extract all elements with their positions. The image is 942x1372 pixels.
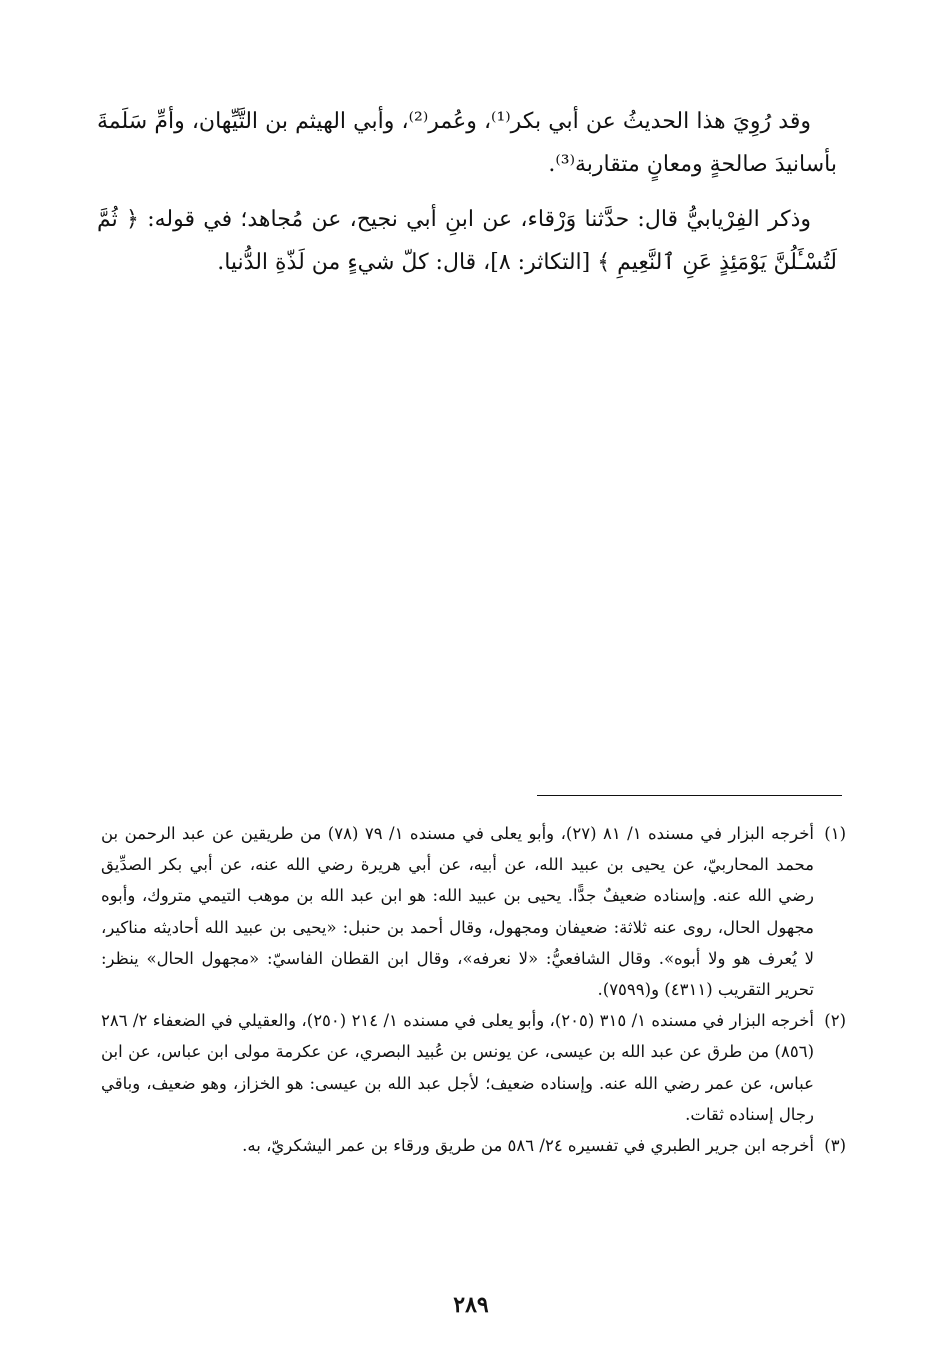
footnote-3	[101, 1130, 846, 1161]
footnote-number: (١)	[824, 824, 846, 843]
page-number: ٢٨٩	[453, 1292, 489, 1318]
footnote-1	[101, 818, 846, 1005]
footnotes	[101, 818, 846, 1161]
paragraph-1: وقد رُوِيَ هذا الحديثُ عن أبي بكر⁽¹⁾، وعُمر⁽²⁾، وأبي الهيثم بن التَّيِّهان، وأمِّ سَلَمةَ بأسانيدَ صالحةٍ ومعانٍ متقاربة⁽³⁾.	[97, 109, 837, 177]
footnote-number: (٣)	[824, 1136, 846, 1156]
footnote-number: (٢)	[824, 1011, 846, 1031]
footnote-text: أخرجه ابن جرير الطبري في تفسيره ٢٤/ ٥٨٦ من طريق ورقاء بن عمر اليشكريّ، به.	[242, 1136, 814, 1156]
footnote-text: أخرجه البزار في مسنده ١/ ٣١٥ (٢٠٥)، وأبو يعلى في مسنده ١/ ٢١٤ (٢٥٠)، والعقيلي في الضعفاء ٢/ ٢٨٦ (٨٥٦) من طرق عن عبد الله بن عيسى، عن يونس بن عُبيد البصري، عن عكرمة مولى ابن عباس، عن ابن عباس، عن عمر رضي الله عنه. وإسناده ضعيف؛ لأجل عبد الله بن عيسى: هو الخزاز، وهو ضعيف، وباقي رجال إسناده ثقات.	[101, 1011, 814, 1124]
footnote-text: أخرجه البزار في مسنده ١/ ٨١ (٢٧)، وأبو يعلى في مسنده ١/ ٧٩ (٧٨) من طريقين عن عبد الرحمن بن محمد المحاربيّ، عن يحيى بن عبيد الله، عن أبيه، عن أبي هريرة رضي الله عنه، عن أبي بكر الصدِّيق رضي الله عنه. وإسناده ضعيفٌ جدًّا. يحيى بن عبيد الله: هو ابن عبد الله بن موهب التيمي متروك، وأبوه مجهول الحال، روى عنه ثلاثة: ضعيفان ومجهول، وقال أحمد بن حنبل: «يحيى بن عبيد الله أحاديثه مناكير، لا يُعرف هو ولا أبوه». وقال الشافعيُّ: «لا نعرفه»، وقال ابن القطان الفاسيّ: «مجهول الحال» ينظر: تحرير التقريب (٤٣١١) و(٧٥٩٩).	[101, 824, 815, 1000]
footnote-separator	[537, 795, 842, 796]
footnote-2	[101, 1005, 846, 1130]
paragraph-2: وذكر الفِرْيابيُّ قال: حدَّثنا وَرْقاء، عن ابنِ أبي نجيح، عن مُجاهد؛ في قوله: ﴿ ثُمَّ لَتُسْـَٔلُنَّ يَوْمَئِذٍ عَنِ ٱلنَّعِيمِ ﴾ [التكاثر: ٨]، قال: كلّ شيءٍ من لَذّةِ الدُّنيا.	[97, 207, 837, 275]
main-text	[97, 100, 837, 296]
